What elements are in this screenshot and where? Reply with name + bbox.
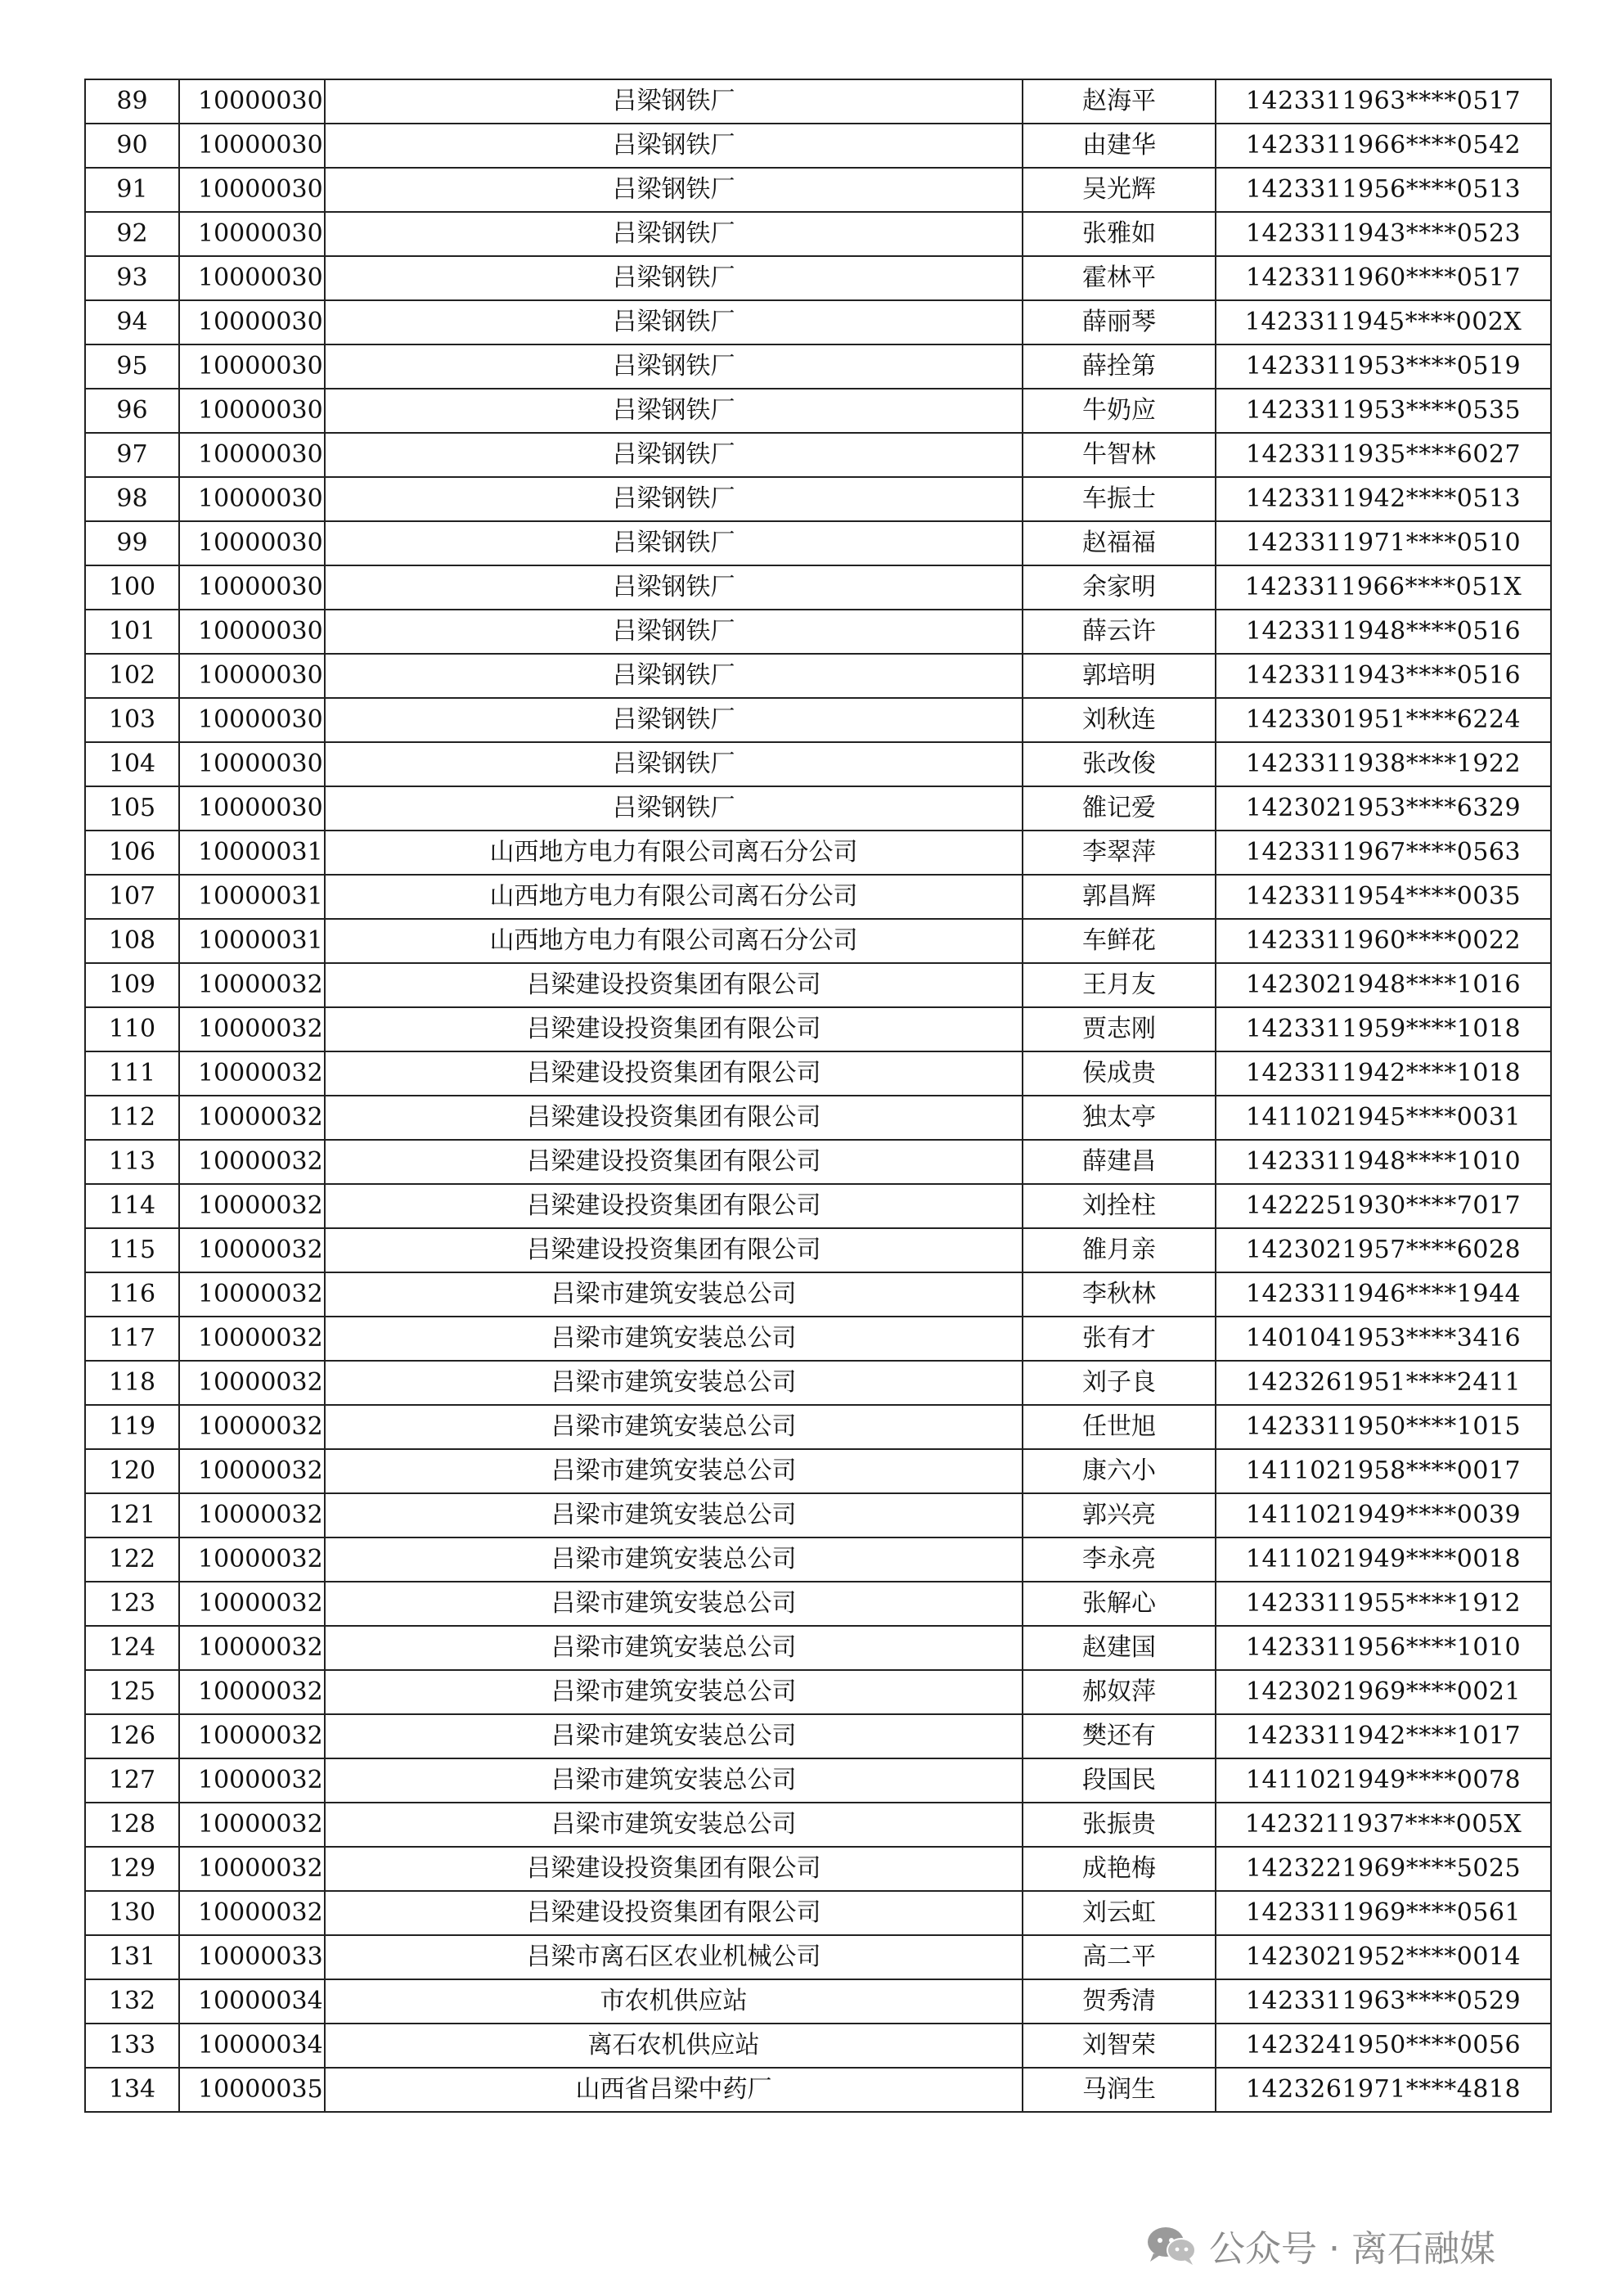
person-name: 雒记爱: [1023, 786, 1216, 831]
person-name: 贺秀清: [1023, 1979, 1216, 2024]
person-name: 雒月亲: [1023, 1228, 1216, 1272]
table-row: [85, 1317, 1551, 1361]
unit-name: 吕梁钢铁厂: [325, 610, 1023, 654]
id-number: 1423211937****005X: [1216, 1803, 1551, 1847]
unit-name: 吕梁建设投资集团有限公司: [325, 1847, 1023, 1891]
table-row: [85, 212, 1551, 256]
table-row: [85, 610, 1551, 654]
table-row: [85, 786, 1551, 831]
person-name: 薛云许: [1023, 610, 1216, 654]
unit-name: 吕梁钢铁厂: [325, 742, 1023, 786]
unit-code: 10000032: [179, 1626, 325, 1670]
row-number: 118: [85, 1361, 179, 1405]
unit-code: 10000032: [179, 1007, 325, 1051]
id-number: 1423311942****1018: [1216, 1051, 1551, 1096]
row-number: 115: [85, 1228, 179, 1272]
unit-name: 吕梁钢铁厂: [325, 212, 1023, 256]
row-number: 131: [85, 1935, 179, 1979]
row-number: 125: [85, 1670, 179, 1714]
id-number: 1423311946****1944: [1216, 1272, 1551, 1317]
row-number: 113: [85, 1140, 179, 1184]
row-number: 127: [85, 1758, 179, 1803]
person-name: 张雅如: [1023, 212, 1216, 256]
row-number: 100: [85, 565, 179, 610]
id-number: 1423311945****002X: [1216, 300, 1551, 344]
unit-name: 吕梁市建筑安装总公司: [325, 1582, 1023, 1626]
unit-name: 吕梁钢铁厂: [325, 433, 1023, 477]
id-number: 1423261951****2411: [1216, 1361, 1551, 1405]
row-number: 129: [85, 1847, 179, 1891]
person-name: 吴光辉: [1023, 168, 1216, 212]
id-number: 1423021957****6028: [1216, 1228, 1551, 1272]
unit-name: 吕梁建设投资集团有限公司: [325, 1140, 1023, 1184]
unit-code: 10000032: [179, 963, 325, 1007]
table-row: [85, 1140, 1551, 1184]
unit-code: 10000032: [179, 1272, 325, 1317]
unit-code: 10000032: [179, 1803, 325, 1847]
table-row: [85, 1361, 1551, 1405]
unit-name: 吕梁钢铁厂: [325, 389, 1023, 433]
row-number: 104: [85, 742, 179, 786]
table-row: [85, 1051, 1551, 1096]
table-row: [85, 654, 1551, 698]
unit-code: 10000030: [179, 344, 325, 389]
table-row: [85, 300, 1551, 344]
table-row: [85, 1891, 1551, 1935]
unit-code: 10000031: [179, 875, 325, 919]
wechat-icon: [1145, 2224, 1198, 2267]
table-row: [85, 919, 1551, 963]
row-number: 89: [85, 79, 179, 124]
unit-name: 吕梁市建筑安装总公司: [325, 1537, 1023, 1582]
row-number: 132: [85, 1979, 179, 2024]
person-name: 霍林平: [1023, 256, 1216, 300]
row-number: 119: [85, 1405, 179, 1449]
table-row: [85, 1272, 1551, 1317]
unit-code: 10000032: [179, 1361, 325, 1405]
person-name: 王月友: [1023, 963, 1216, 1007]
row-number: 122: [85, 1537, 179, 1582]
person-name: 赵福福: [1023, 521, 1216, 565]
person-name: 赵建国: [1023, 1626, 1216, 1670]
row-number: 126: [85, 1714, 179, 1758]
table-row: [85, 1979, 1551, 2024]
person-name: 车振士: [1023, 477, 1216, 521]
person-name: 康六小: [1023, 1449, 1216, 1493]
person-name: 张改俊: [1023, 742, 1216, 786]
id-number: 1423021952****0014: [1216, 1935, 1551, 1979]
unit-code: 10000032: [179, 1405, 325, 1449]
unit-name: 吕梁钢铁厂: [325, 654, 1023, 698]
id-number: 1423021953****6329: [1216, 786, 1551, 831]
person-name: 李翠萍: [1023, 831, 1216, 875]
unit-code: 10000032: [179, 1051, 325, 1096]
id-number: 1423311966****0542: [1216, 124, 1551, 168]
person-name: 刘云虹: [1023, 1891, 1216, 1935]
unit-name: 吕梁市建筑安装总公司: [325, 1361, 1023, 1405]
roster-table: [84, 79, 1552, 2113]
table-row: [85, 1184, 1551, 1228]
row-number: 110: [85, 1007, 179, 1051]
table-row: [85, 521, 1551, 565]
unit-code: 10000034: [179, 2024, 325, 2068]
unit-code: 10000032: [179, 1537, 325, 1582]
unit-name: 吕梁市建筑安装总公司: [325, 1272, 1023, 1317]
unit-code: 10000032: [179, 1493, 325, 1537]
id-number: 1423311959****1018: [1216, 1007, 1551, 1051]
unit-name: 吕梁钢铁厂: [325, 698, 1023, 742]
id-number: 1423311950****1015: [1216, 1405, 1551, 1449]
table-row: [85, 256, 1551, 300]
unit-name: 吕梁市建筑安装总公司: [325, 1317, 1023, 1361]
id-number: 1423311942****0513: [1216, 477, 1551, 521]
id-number: 1423311943****0523: [1216, 212, 1551, 256]
person-name: 牛智林: [1023, 433, 1216, 477]
person-name: 樊还有: [1023, 1714, 1216, 1758]
table-row: [85, 1537, 1551, 1582]
row-number: 101: [85, 610, 179, 654]
id-number: 1411021945****0031: [1216, 1096, 1551, 1140]
unit-name: 吕梁市建筑安装总公司: [325, 1449, 1023, 1493]
person-name: 段国民: [1023, 1758, 1216, 1803]
unit-name: 山西地方电力有限公司离石分公司: [325, 875, 1023, 919]
person-name: 任世旭: [1023, 1405, 1216, 1449]
unit-name: 吕梁市建筑安装总公司: [325, 1803, 1023, 1847]
person-name: 独太亭: [1023, 1096, 1216, 1140]
unit-code: 10000030: [179, 256, 325, 300]
id-number: 1423311956****0513: [1216, 168, 1551, 212]
unit-name: 吕梁钢铁厂: [325, 477, 1023, 521]
unit-name: 吕梁建设投资集团有限公司: [325, 1096, 1023, 1140]
person-name: 侯成贵: [1023, 1051, 1216, 1096]
row-number: 112: [85, 1096, 179, 1140]
person-name: 郝奴萍: [1023, 1670, 1216, 1714]
table-row: [85, 1803, 1551, 1847]
row-number: 116: [85, 1272, 179, 1317]
table-row: [85, 1228, 1551, 1272]
person-name: 李永亮: [1023, 1537, 1216, 1582]
unit-code: 10000030: [179, 477, 325, 521]
unit-name: 吕梁钢铁厂: [325, 786, 1023, 831]
id-number: 1423311954****0035: [1216, 875, 1551, 919]
table-row: [85, 1935, 1551, 1979]
table-row: [85, 79, 1551, 124]
unit-code: 10000030: [179, 610, 325, 654]
person-name: 高二平: [1023, 1935, 1216, 1979]
unit-code: 10000034: [179, 1979, 325, 2024]
id-number: 1422251930****7017: [1216, 1184, 1551, 1228]
unit-code: 10000035: [179, 2068, 325, 2112]
person-name: 刘秋连: [1023, 698, 1216, 742]
unit-name: 吕梁市建筑安装总公司: [325, 1670, 1023, 1714]
id-number: 1423311971****0510: [1216, 521, 1551, 565]
unit-code: 10000032: [179, 1891, 325, 1935]
id-number: 1423311963****0517: [1216, 79, 1551, 124]
person-name: 张有才: [1023, 1317, 1216, 1361]
roster-body: [85, 79, 1551, 2112]
unit-code: 10000032: [179, 1670, 325, 1714]
wechat-watermark: [1145, 2219, 1495, 2271]
row-number: 95: [85, 344, 179, 389]
unit-name: 吕梁市建筑安装总公司: [325, 1626, 1023, 1670]
row-number: 123: [85, 1582, 179, 1626]
unit-code: 10000030: [179, 389, 325, 433]
unit-name: 吕梁钢铁厂: [325, 300, 1023, 344]
row-number: 105: [85, 786, 179, 831]
unit-name: 吕梁钢铁厂: [325, 344, 1023, 389]
unit-code: 10000032: [179, 1449, 325, 1493]
person-name: 车鲜花: [1023, 919, 1216, 963]
unit-code: 10000030: [179, 565, 325, 610]
unit-code: 10000032: [179, 1184, 325, 1228]
row-number: 103: [85, 698, 179, 742]
person-name: 郭昌辉: [1023, 875, 1216, 919]
person-name: 由建华: [1023, 124, 1216, 168]
table-row: [85, 168, 1551, 212]
row-number: 98: [85, 477, 179, 521]
unit-name: 吕梁市建筑安装总公司: [325, 1405, 1023, 1449]
id-number: 1423311948****0516: [1216, 610, 1551, 654]
table-row: [85, 1714, 1551, 1758]
id-number: 1423311942****1017: [1216, 1714, 1551, 1758]
person-name: 赵海平: [1023, 79, 1216, 124]
id-number: 1423311960****0517: [1216, 256, 1551, 300]
unit-name: 吕梁建设投资集团有限公司: [325, 1891, 1023, 1935]
id-number: 1423221969****5025: [1216, 1847, 1551, 1891]
row-number: 130: [85, 1891, 179, 1935]
unit-code: 10000030: [179, 742, 325, 786]
id-number: 1423021969****0021: [1216, 1670, 1551, 1714]
table-row: [85, 2024, 1551, 2068]
table-row: [85, 389, 1551, 433]
id-number: 1423311953****0519: [1216, 344, 1551, 389]
row-number: 94: [85, 300, 179, 344]
unit-name: 山西地方电力有限公司离石分公司: [325, 919, 1023, 963]
id-number: 1401041953****3416: [1216, 1317, 1551, 1361]
unit-name: 吕梁建设投资集团有限公司: [325, 963, 1023, 1007]
row-number: 96: [85, 389, 179, 433]
unit-code: 10000032: [179, 1096, 325, 1140]
id-number: 1411021949****0078: [1216, 1758, 1551, 1803]
unit-code: 10000030: [179, 124, 325, 168]
table-row: [85, 742, 1551, 786]
unit-code: 10000030: [179, 521, 325, 565]
unit-code: 10000031: [179, 919, 325, 963]
table-row: [85, 1626, 1551, 1670]
row-number: 90: [85, 124, 179, 168]
row-number: 133: [85, 2024, 179, 2068]
unit-code: 10000030: [179, 786, 325, 831]
id-number: 1423311938****1922: [1216, 742, 1551, 786]
table-row: [85, 433, 1551, 477]
unit-name: 山西地方电力有限公司离石分公司: [325, 831, 1023, 875]
unit-code: 10000032: [179, 1317, 325, 1361]
person-name: 马润生: [1023, 2068, 1216, 2112]
table-row: [85, 2068, 1551, 2112]
id-number: 1423311960****0022: [1216, 919, 1551, 963]
row-number: 107: [85, 875, 179, 919]
person-name: 贾志刚: [1023, 1007, 1216, 1051]
unit-code: 10000032: [179, 1847, 325, 1891]
unit-code: 10000030: [179, 300, 325, 344]
unit-name: 离石农机供应站: [325, 2024, 1023, 2068]
person-name: 张解心: [1023, 1582, 1216, 1626]
person-name: 牛奶应: [1023, 389, 1216, 433]
unit-code: 10000030: [179, 79, 325, 124]
id-number: 1423311955****1912: [1216, 1582, 1551, 1626]
row-number: 106: [85, 831, 179, 875]
row-number: 114: [85, 1184, 179, 1228]
unit-name: 吕梁市建筑安装总公司: [325, 1758, 1023, 1803]
person-name: 刘智荣: [1023, 2024, 1216, 2068]
row-number: 128: [85, 1803, 179, 1847]
person-name: 薛拴第: [1023, 344, 1216, 389]
unit-name: 吕梁钢铁厂: [325, 521, 1023, 565]
unit-name: 吕梁市建筑安装总公司: [325, 1714, 1023, 1758]
id-number: 1423311966****051X: [1216, 565, 1551, 610]
id-number: 1411021949****0018: [1216, 1537, 1551, 1582]
person-name: 薛丽琴: [1023, 300, 1216, 344]
unit-code: 10000030: [179, 433, 325, 477]
unit-name: 吕梁建设投资集团有限公司: [325, 1228, 1023, 1272]
person-name: 郭兴亮: [1023, 1493, 1216, 1537]
id-number: 1423311935****6027: [1216, 433, 1551, 477]
watermark-text: 公众号 · 离石融媒: [1209, 2228, 1495, 2270]
unit-name: 吕梁市建筑安装总公司: [325, 1493, 1023, 1537]
unit-code: 10000032: [179, 1228, 325, 1272]
unit-code: 10000033: [179, 1935, 325, 1979]
unit-code: 10000030: [179, 168, 325, 212]
unit-name: 吕梁建设投资集团有限公司: [325, 1184, 1023, 1228]
unit-name: 吕梁钢铁厂: [325, 79, 1023, 124]
row-number: 120: [85, 1449, 179, 1493]
row-number: 111: [85, 1051, 179, 1096]
unit-code: 10000032: [179, 1714, 325, 1758]
unit-code: 10000032: [179, 1140, 325, 1184]
unit-name: 吕梁钢铁厂: [325, 256, 1023, 300]
row-number: 92: [85, 212, 179, 256]
unit-code: 10000032: [179, 1758, 325, 1803]
unit-name: 山西省吕梁中药厂: [325, 2068, 1023, 2112]
unit-name: 吕梁钢铁厂: [325, 124, 1023, 168]
row-number: 97: [85, 433, 179, 477]
table-row: [85, 875, 1551, 919]
person-name: 刘子良: [1023, 1361, 1216, 1405]
row-number: 109: [85, 963, 179, 1007]
table-row: [85, 1847, 1551, 1891]
row-number: 108: [85, 919, 179, 963]
unit-name: 市农机供应站: [325, 1979, 1023, 2024]
id-number: 1423311943****0516: [1216, 654, 1551, 698]
person-name: 刘拴柱: [1023, 1184, 1216, 1228]
id-number: 1423241950****0056: [1216, 2024, 1551, 2068]
id-number: 1423301951****6224: [1216, 698, 1551, 742]
unit-code: 10000030: [179, 212, 325, 256]
row-number: 121: [85, 1493, 179, 1537]
person-name: 郭培明: [1023, 654, 1216, 698]
row-number: 91: [85, 168, 179, 212]
id-number: 1423311953****0535: [1216, 389, 1551, 433]
table-row: [85, 963, 1551, 1007]
table-row: [85, 124, 1551, 168]
unit-name: 吕梁市离石区农业机械公司: [325, 1935, 1023, 1979]
unit-name: 吕梁建设投资集团有限公司: [325, 1051, 1023, 1096]
table-row: [85, 1405, 1551, 1449]
table-row: [85, 477, 1551, 521]
row-number: 102: [85, 654, 179, 698]
table-row: [85, 1670, 1551, 1714]
id-number: 1423261971****4818: [1216, 2068, 1551, 2112]
row-number: 93: [85, 256, 179, 300]
row-number: 117: [85, 1317, 179, 1361]
unit-code: 10000031: [179, 831, 325, 875]
person-name: 薛建昌: [1023, 1140, 1216, 1184]
person-name: 成艳梅: [1023, 1847, 1216, 1891]
person-name: 李秋林: [1023, 1272, 1216, 1317]
person-name: 余家明: [1023, 565, 1216, 610]
id-number: 1423021948****1016: [1216, 963, 1551, 1007]
row-number: 134: [85, 2068, 179, 2112]
unit-code: 10000030: [179, 698, 325, 742]
id-number: 1423311948****1010: [1216, 1140, 1551, 1184]
unit-name: 吕梁钢铁厂: [325, 565, 1023, 610]
table-row: [85, 344, 1551, 389]
id-number: 1423311963****0529: [1216, 1979, 1551, 2024]
unit-code: 10000032: [179, 1582, 325, 1626]
unit-name: 吕梁钢铁厂: [325, 168, 1023, 212]
id-number: 1411021949****0039: [1216, 1493, 1551, 1537]
table-row: [85, 1758, 1551, 1803]
row-number: 124: [85, 1626, 179, 1670]
table-row: [85, 565, 1551, 610]
id-number: 1423311956****1010: [1216, 1626, 1551, 1670]
id-number: 1411021958****0017: [1216, 1449, 1551, 1493]
table-row: [85, 831, 1551, 875]
unit-code: 10000030: [179, 654, 325, 698]
unit-name: 吕梁建设投资集团有限公司: [325, 1007, 1023, 1051]
person-name: 张振贵: [1023, 1803, 1216, 1847]
id-number: 1423311969****0561: [1216, 1891, 1551, 1935]
table-row: [85, 1449, 1551, 1493]
table-row: [85, 698, 1551, 742]
table-row: [85, 1582, 1551, 1626]
id-number: 1423311967****0563: [1216, 831, 1551, 875]
row-number: 99: [85, 521, 179, 565]
table-row: [85, 1096, 1551, 1140]
table-row: [85, 1493, 1551, 1537]
table-row: [85, 1007, 1551, 1051]
